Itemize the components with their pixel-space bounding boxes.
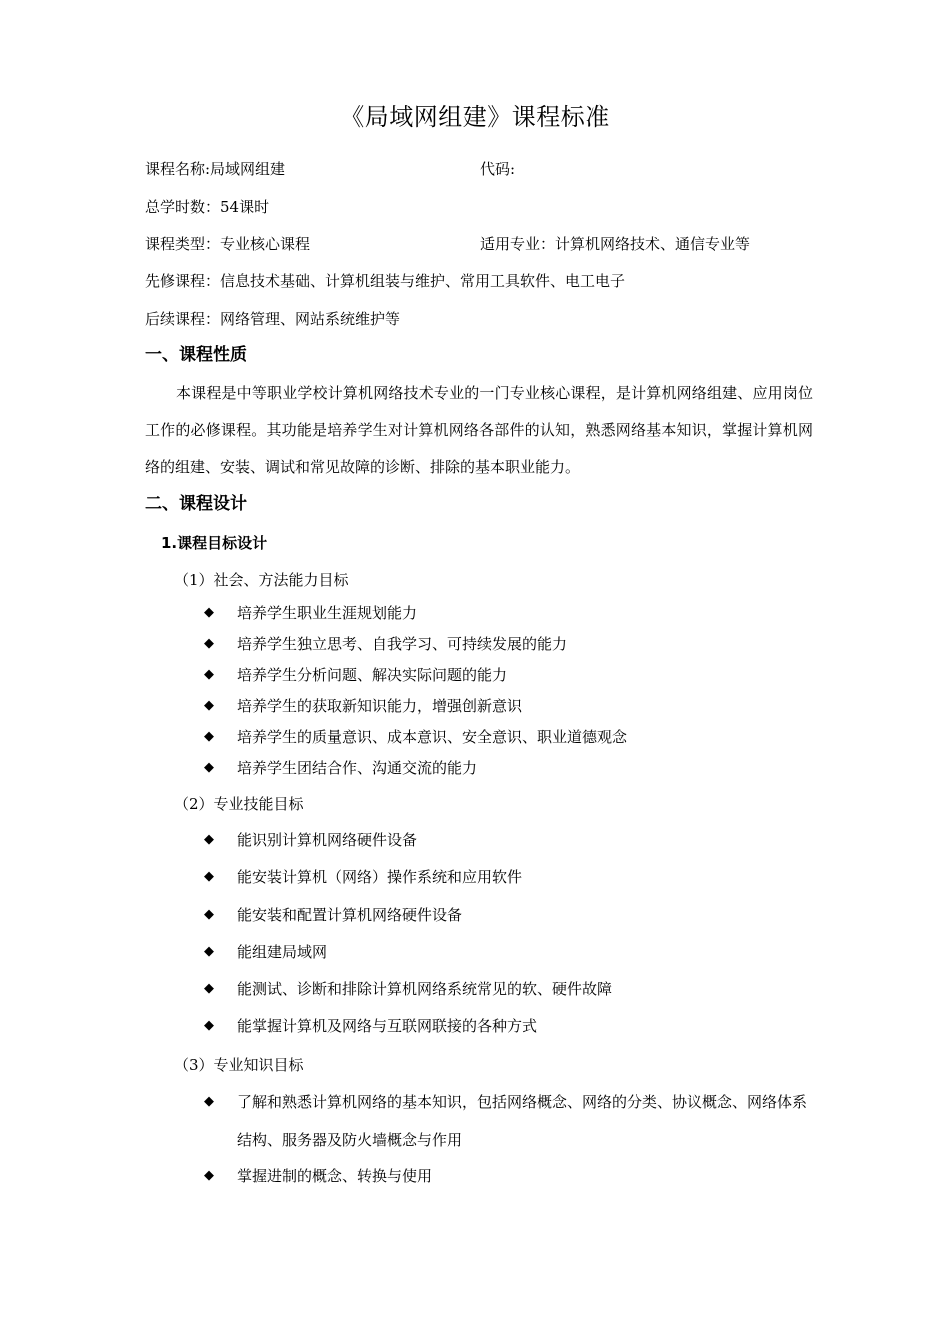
diamond-bullet-icon: ◆ (204, 760, 214, 775)
diamond-bullet-icon: ◆ (204, 729, 214, 744)
list-item-text: 能安装计算机（网络）操作系统和应用软件 (237, 868, 523, 886)
course-type: 课程类型：专业核心课程 (145, 235, 311, 253)
subheading-goal-design: 1.课程目标设计 (161, 534, 268, 552)
diamond-bullet-icon: ◆ (204, 667, 214, 682)
list-item-text: 能识别计算机网络硬件设备 (237, 831, 418, 849)
section-heading-nature: 一、课程性质 (145, 345, 247, 365)
list-item-text: 培养学生职业生涯规划能力 (237, 604, 418, 622)
applicable-major: 适用专业：计算机网络技术、通信专业等 (480, 235, 751, 253)
followup-courses: 后续课程：网络管理、网站系统维护等 (145, 310, 401, 328)
list-item-text: 能掌握计算机及网络与互联网联接的各种方式 (237, 1017, 538, 1035)
diamond-bullet-icon: ◆ (204, 1094, 214, 1109)
list-item-text: 掌握进制的概念、转换与使用 (237, 1167, 433, 1185)
diamond-bullet-icon: ◆ (204, 698, 214, 713)
diamond-bullet-icon: ◆ (204, 907, 214, 922)
list-item-text: 培养学生分析问题、解决实际问题的能力 (237, 666, 508, 684)
list-item-text: 培养学生独立思考、自我学习、可持续发展的能力 (237, 635, 568, 653)
goal-social-method: （1）社会、方法能力目标 (174, 571, 349, 589)
list-item-text: 培养学生的质量意识、成本意识、安全意识、职业道德观念 (237, 728, 628, 746)
course-code: 代码: (480, 160, 516, 178)
page-title: 《局域网组建》课程标准 (340, 103, 610, 131)
list-item-text: 能组建局域网 (237, 943, 328, 961)
section-heading-design: 二、课程设计 (145, 494, 247, 514)
course-name: 课程名称:局域网组建 (145, 160, 286, 178)
goal-professional-knowledge: （3）专业知识目标 (174, 1056, 304, 1074)
diamond-bullet-icon: ◆ (204, 832, 214, 847)
list-item-text: 培养学生的获取新知识能力，增强创新意识 (237, 697, 523, 715)
list-item-text: 培养学生团结合作、沟通交流的能力 (237, 759, 478, 777)
total-hours: 总学时数：54课时 (145, 198, 270, 216)
diamond-bullet-icon: ◆ (204, 636, 214, 651)
goal-professional-skills: （2）专业技能目标 (174, 795, 304, 813)
diamond-bullet-icon: ◆ (204, 605, 214, 620)
list-item-text: 能安装和配置计算机网络硬件设备 (237, 906, 463, 924)
diamond-bullet-icon: ◆ (204, 869, 214, 884)
list-item-text: 了解和熟悉计算机网络的基本知识，包括网络概念、网络的分类、协议概念、网络体系结构、服务器及防火墙概念与作用 (237, 1093, 808, 1149)
diamond-bullet-icon: ◆ (204, 1168, 214, 1183)
prerequisite-courses: 先修课程：信息技术基础、计算机组装与维护、常用工具软件、电工电子 (145, 272, 626, 290)
course-nature-paragraph: 本课程是中等职业学校计算机网络技术专业的一门专业核心课程，是计算机网络组建、应用岗位工作的必修课程。其功能是培养学生对计算机网络各部件的认知，熟悉网络基本知识，掌握计算机网络的组建、安装、调试和常见故障的诊断、排除的基本职业能力。 (145, 384, 813, 476)
diamond-bullet-icon: ◆ (204, 944, 214, 959)
list-item-text: 能测试、诊断和排除计算机网络系统常见的软、硬件故障 (237, 980, 613, 998)
diamond-bullet-icon: ◆ (204, 981, 214, 996)
diamond-bullet-icon: ◆ (204, 1018, 214, 1033)
